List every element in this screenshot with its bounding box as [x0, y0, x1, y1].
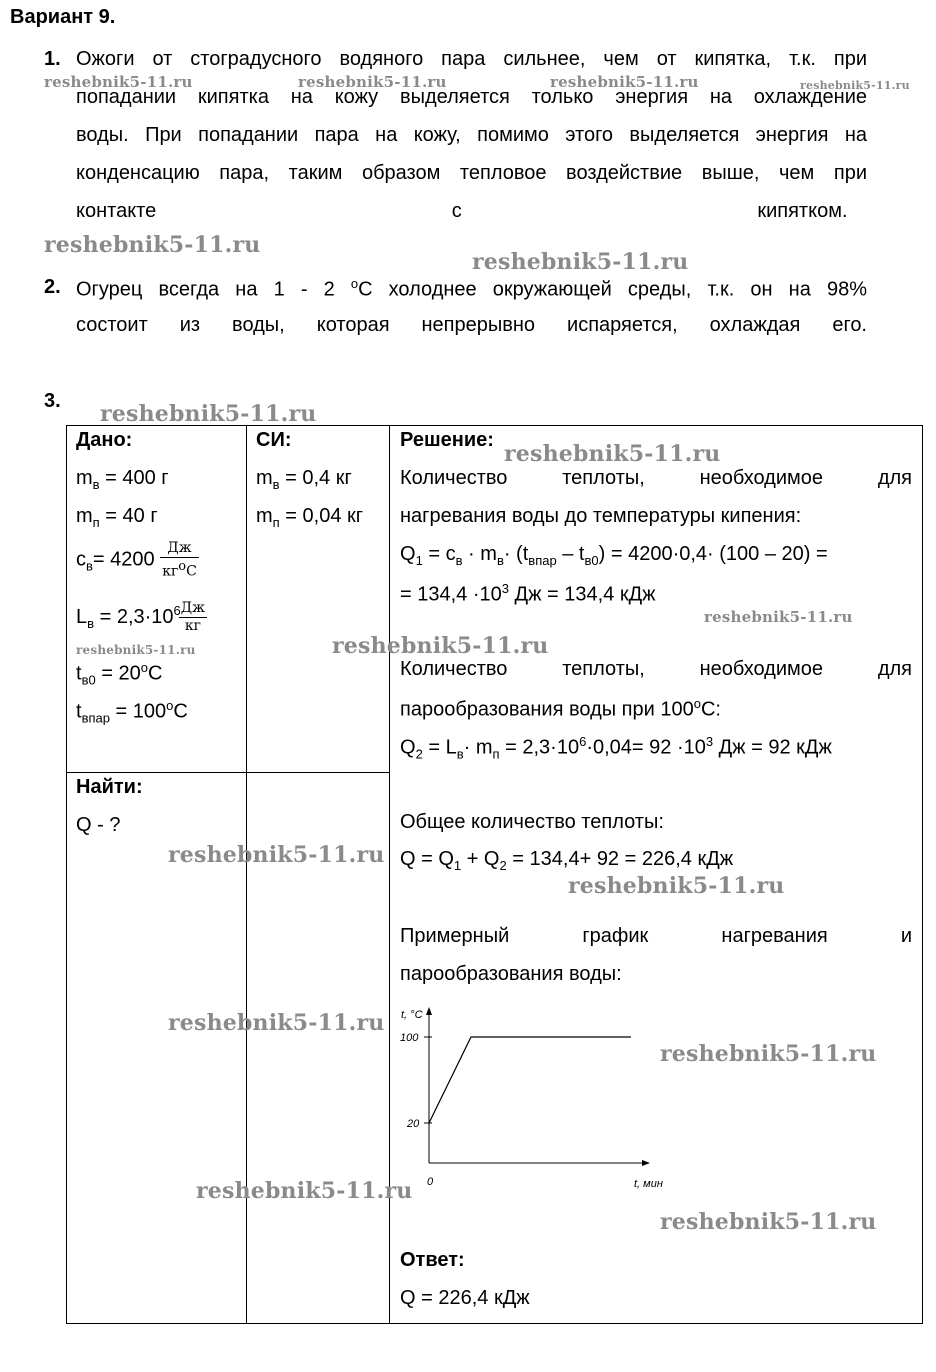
watermark: reshebnik5-11.ru — [660, 1209, 877, 1235]
formula-q1: $Q_1 = c_в \cdot m_в\cdot (t_{впар} - t_{в0}) = 4200\cdot 0,4\cdot (100 - 20)$ = — [400, 543, 828, 568]
graph-y-arrow — [426, 1007, 432, 1015]
L-unit-fraction: $\frac{Дж}{кг}$ — [180, 600, 206, 634]
solution-p4-line1: Примерный график нагревания и — [400, 925, 912, 947]
question-2-number: 2. — [44, 276, 61, 298]
table-left-border — [66, 425, 67, 1324]
solution-p1-line1: Количество теплоты, необходимое для — [400, 467, 912, 489]
given-m-steam: $m_п = 40$ г — [76, 505, 158, 530]
solution-p4-line2: парообразования воды: — [400, 963, 622, 985]
q1-line-1: Ожоги от стоградусного водяного пара сильнее, чем от кипятка, т.к. при — [76, 48, 867, 70]
watermark: reshebnik5-11.ru — [76, 643, 196, 657]
given-find-divider — [66, 772, 389, 773]
graph-curve — [429, 1037, 631, 1123]
watermark: reshebnik5-11.ru — [298, 73, 447, 91]
graph-x-label: t, мин — [634, 1178, 663, 1190]
answer-value: Q = 226,4 кДж — [400, 1287, 530, 1309]
watermark: reshebnik5-11.ru — [168, 842, 385, 868]
q2-line-2: состоит из воды, которая непрерывно испаряется, охлаждая его. — [76, 314, 867, 336]
si-m-water: $m_в = 0,4$ кг — [256, 467, 352, 492]
table-bottom-border — [66, 1323, 923, 1324]
graph-origin-label: 0 — [427, 1176, 434, 1188]
given-t-initial: $t_{в0} = 20^oС$ — [76, 660, 163, 688]
q1-line-5: контакте с кипятком. — [76, 200, 848, 222]
c-unit-fraction: $\frac{Дж}{кг^oС}$ — [162, 540, 197, 580]
solution-header: Решение: — [400, 429, 494, 451]
graph-label-20: 20 — [407, 1118, 420, 1130]
q1-line-3: воды. При попадании пара на кожу, помимо этого выделяется энергия на — [76, 124, 867, 146]
given-m-water: $m_в = 400$ г — [76, 467, 169, 492]
formula-q1-result: = $134,4 \cdot 10^3$ Дж = 134,4 кДж — [400, 581, 656, 606]
given-header: Дано: — [76, 429, 133, 451]
variant-title: Вариант 9. — [10, 6, 116, 28]
graph-x-arrow — [642, 1160, 650, 1166]
formula-q2: $Q_2 = L_в\cdot m_п = 2,3\cdot 10^6\cdot 0,04= 92 \cdot 10^3$ Дж = 92 кДж — [400, 734, 832, 762]
solution-p2-line2: парообразования воды при 100$^o$С: — [400, 696, 721, 721]
watermark: reshebnik5-11.ru — [704, 608, 853, 626]
watermark: reshebnik5-11.ru — [800, 79, 910, 92]
watermark: reshebnik5-11.ru — [168, 1010, 385, 1036]
watermark: reshebnik5-11.ru — [660, 1041, 877, 1067]
si-header: СИ: — [256, 429, 292, 451]
q1-line-4: конденсацию пара, таким образом тепловое воздействие выше, чем при — [76, 162, 867, 184]
watermark: reshebnik5-11.ru — [332, 633, 549, 659]
watermark: reshebnik5-11.ru — [44, 232, 261, 258]
question-3-number: 3. — [44, 390, 61, 412]
watermark: reshebnik5-11.ru — [44, 73, 193, 91]
given-c-water: $c_в= 4200$ $\frac{Дж}{кг^oС}$ — [76, 540, 197, 580]
q1-line-2: попадании кипятка на кожу выделяется только энергия на охлаждение — [76, 86, 867, 108]
solution-p3: Общее количество теплоты: — [400, 811, 664, 833]
heating-graph — [396, 1005, 676, 1195]
graph-label-100: 100 — [400, 1032, 419, 1044]
graph-y-label: t, °С — [401, 1009, 423, 1021]
solution-p1-line2: нагревания воды до температуры кипения: — [400, 505, 802, 527]
table-right-border — [922, 425, 923, 1324]
formula-q-total: $Q = Q_1 + Q_2 = 134,4+ 92 = 226,4$ кДж — [400, 848, 734, 873]
given-L-water: $L_в = 2,3\cdot 10^6$ $\frac{Дж}{кг}$ — [76, 600, 206, 634]
answer-header: Ответ: — [400, 1249, 465, 1271]
watermark: reshebnik5-11.ru — [550, 73, 699, 91]
find-value: Q - ? — [76, 814, 121, 836]
find-header: Найти: — [76, 776, 143, 798]
watermark: reshebnik5-11.ru — [196, 1178, 413, 1204]
watermark: reshebnik5-11.ru — [100, 401, 317, 427]
watermark: reshebnik5-11.ru — [472, 249, 689, 275]
given-t-boil: $t_{впар} = 100^oС$ — [76, 698, 188, 726]
watermark: reshebnik5-11.ru — [504, 441, 721, 467]
q2-line-1: Огурец всегда на 1 - 2 $^o$С холоднее окружающей среды, т.к. он на 98% — [76, 276, 867, 301]
si-m-steam: $m_п = 0,04$ кг — [256, 505, 364, 530]
solution-p2-line1: Количество теплоты, необходимое для — [400, 658, 912, 680]
question-1-number: 1. — [44, 48, 61, 70]
watermark: reshebnik5-11.ru — [568, 873, 785, 899]
